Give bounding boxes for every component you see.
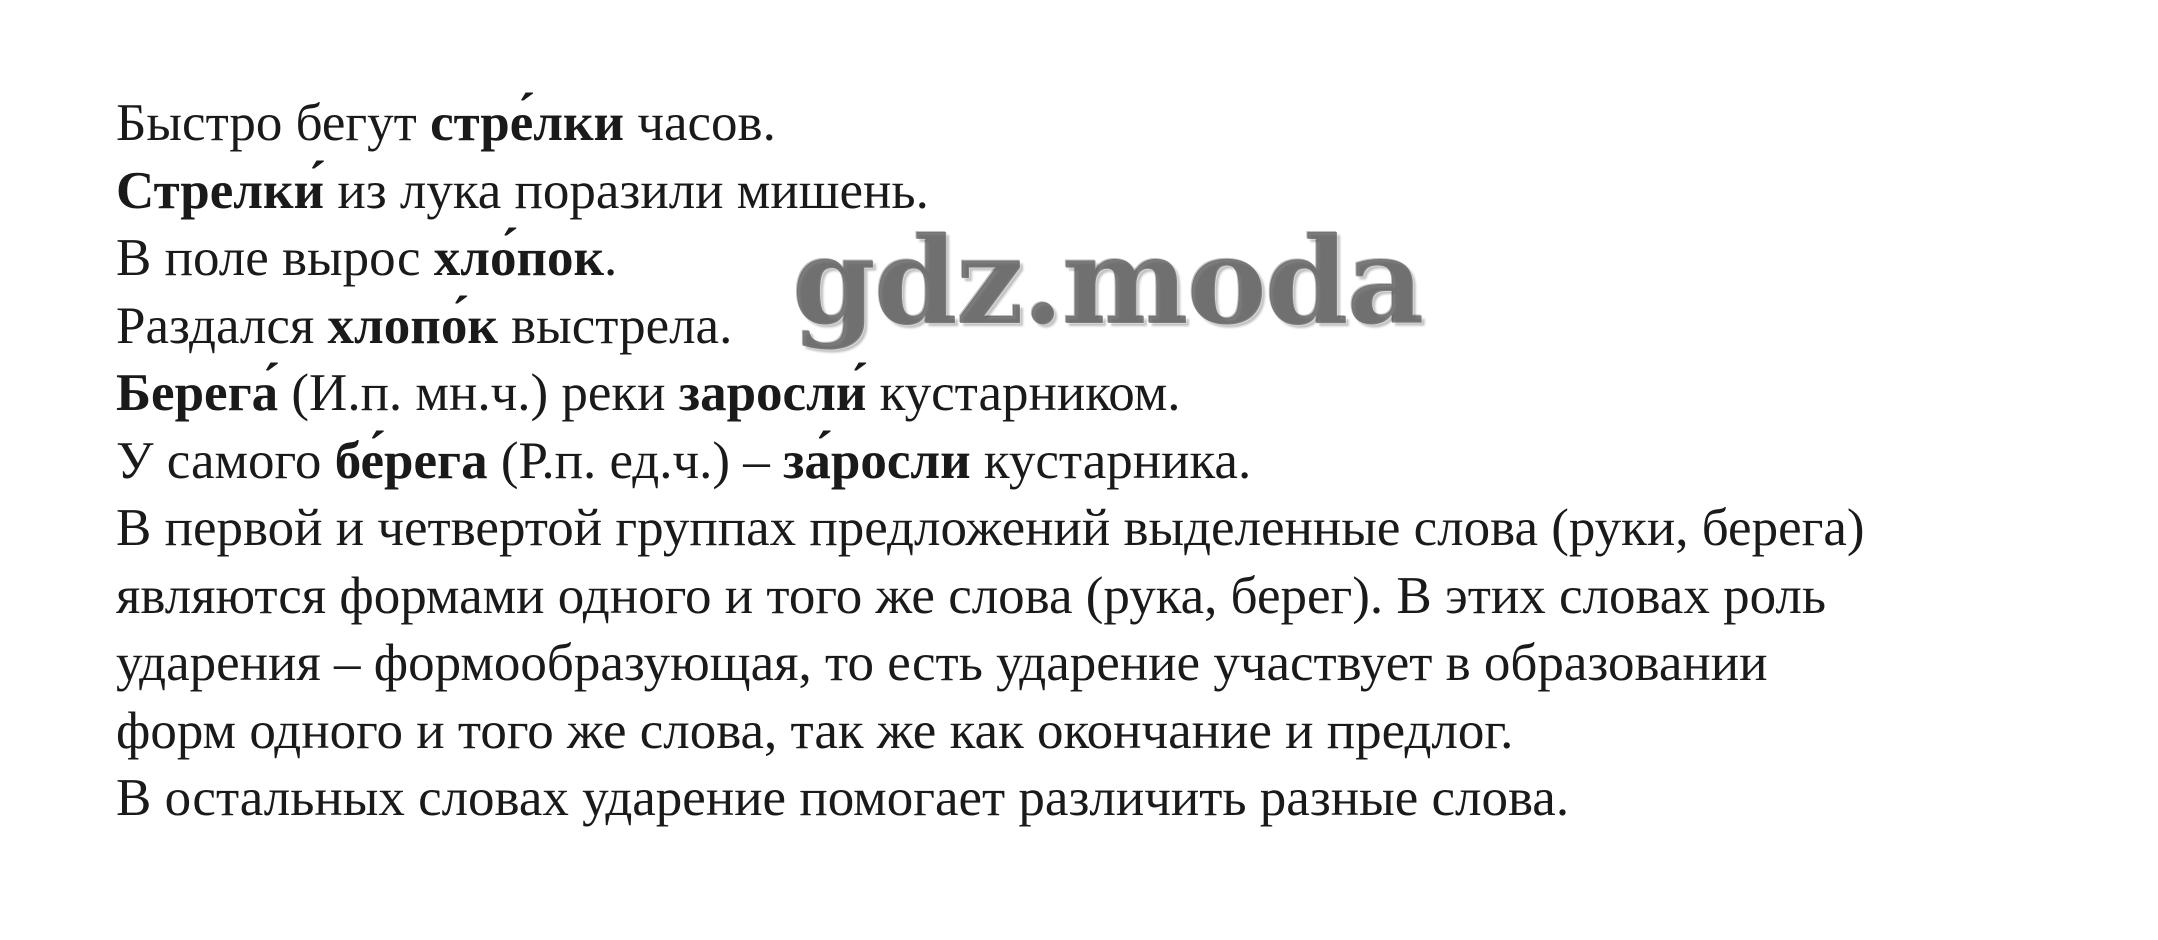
bold-word: заросли́ [678,364,867,422]
text-segment: Раздался [116,296,328,355]
text-segment: В поле вырос [116,229,434,287]
text-line [116,360,2126,428]
text-segment: В первой и четвертой группах предложений выделенные слова (руки, берега) [116,499,1865,557]
bold-word: стре́лки [430,94,625,152]
text-segment: Быстро бегут [116,94,431,152]
text-segment: являются формами одного и того же слова (рука, берег). В этих словах роль [116,566,1827,625]
bold-word: бе́рега [334,431,488,490]
text-segment: В остальных словах ударение помогает различить разные слова. [116,769,1570,827]
text-segment: форм одного и того же слова, так же как окончание и предлог. [116,701,1514,760]
text-segment: кустарником. [866,364,1181,422]
text-segment: из лука поразили мишень. [324,161,929,220]
text-segment: (Р.п. ед.ч.) – [487,431,784,490]
text-line [116,90,2126,158]
text-segment: . [604,229,618,287]
watermark-logo: gdz.moda [792,211,1423,352]
text-line [116,630,2126,698]
bold-word: хлопо́к [327,296,498,355]
text-line [116,698,2126,766]
text-line [116,563,2126,631]
document-body [116,90,2126,833]
text-segment: кустарника. [970,431,1252,490]
text-line [116,428,2126,496]
text-segment: часов. [624,94,776,152]
bold-word: хло́пок [433,229,605,287]
text-segment: У самого [116,431,335,490]
text-segment: ударения – формообразующая, то есть ударение участвует в образовании [116,634,1768,692]
text-segment: выстрела. [497,296,733,355]
text-segment: (И.п. мн.ч.) реки [278,364,679,422]
bold-word: Стрелки́ [116,161,325,220]
bold-word: Берега́ [116,364,279,422]
text-line [116,495,2126,563]
text-line [116,765,2126,833]
bold-word: за́росли [783,431,971,490]
